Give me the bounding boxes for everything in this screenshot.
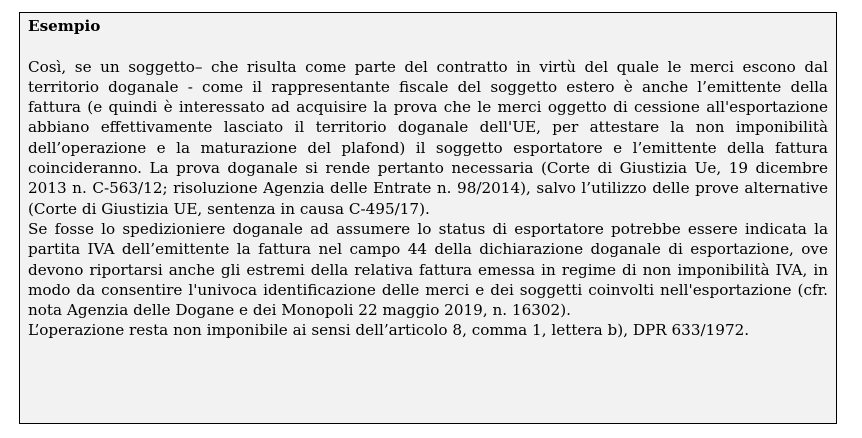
paragraph-customs-agent: Se fosse lo spedizioniere doganale ad assumere lo status di esportatore potrebbe essere indicata la partita IVA dell’emittente la fattura nel campo 44 della dichiarazione doganale di esportazione, ove devono riportarsi anche gli estremi della relativa fattura emessa in regime di non imponibilità IVA, in modo da consentire l'univoca identificazione delle merci e dei soggetti coinvolti nell'esportazione (cfr. nota Agenzia delle Dogane e dei Monopoli 22 maggio 2019, n. 16302). <box>28 219 828 320</box>
blank-line <box>28 36 828 56</box>
example-box <box>19 12 837 424</box>
example-title: Esempio <box>28 17 101 35</box>
paragraph-customs-proof: Così, se un soggetto– che risulta come parte del contratto in virtù del quale le merci escono dal territorio doganale - come il rappresentante fiscale del soggetto estero è anche l’emittente della fattura (e quindi è interessato ad acquisire la prova che le merci oggetto di cessione all'esportazione abbiano effettivamente lasciato il territorio doganale dell'UE, per attestare la non imponibilità dell’operazione e la maturazione del plafond) il soggetto esportatore e l’emittente della fattura coincideranno. La prova doganale si rende pertanto necessaria (Corte di Giustizia Ue, 19 dicembre 2013 n. C-563/12; risoluzione Agenzia delle Entrate n. 98/2014), salvo l’utilizzo delle prove alternative (Corte di Giustizia UE, sentenza in causa C-495/17). <box>28 57 828 218</box>
paragraph-non-taxable: L’operazione resta non imponibile ai sensi dell’articolo 8, comma 1, lettera b), DPR 633/1972. <box>28 321 750 340</box>
